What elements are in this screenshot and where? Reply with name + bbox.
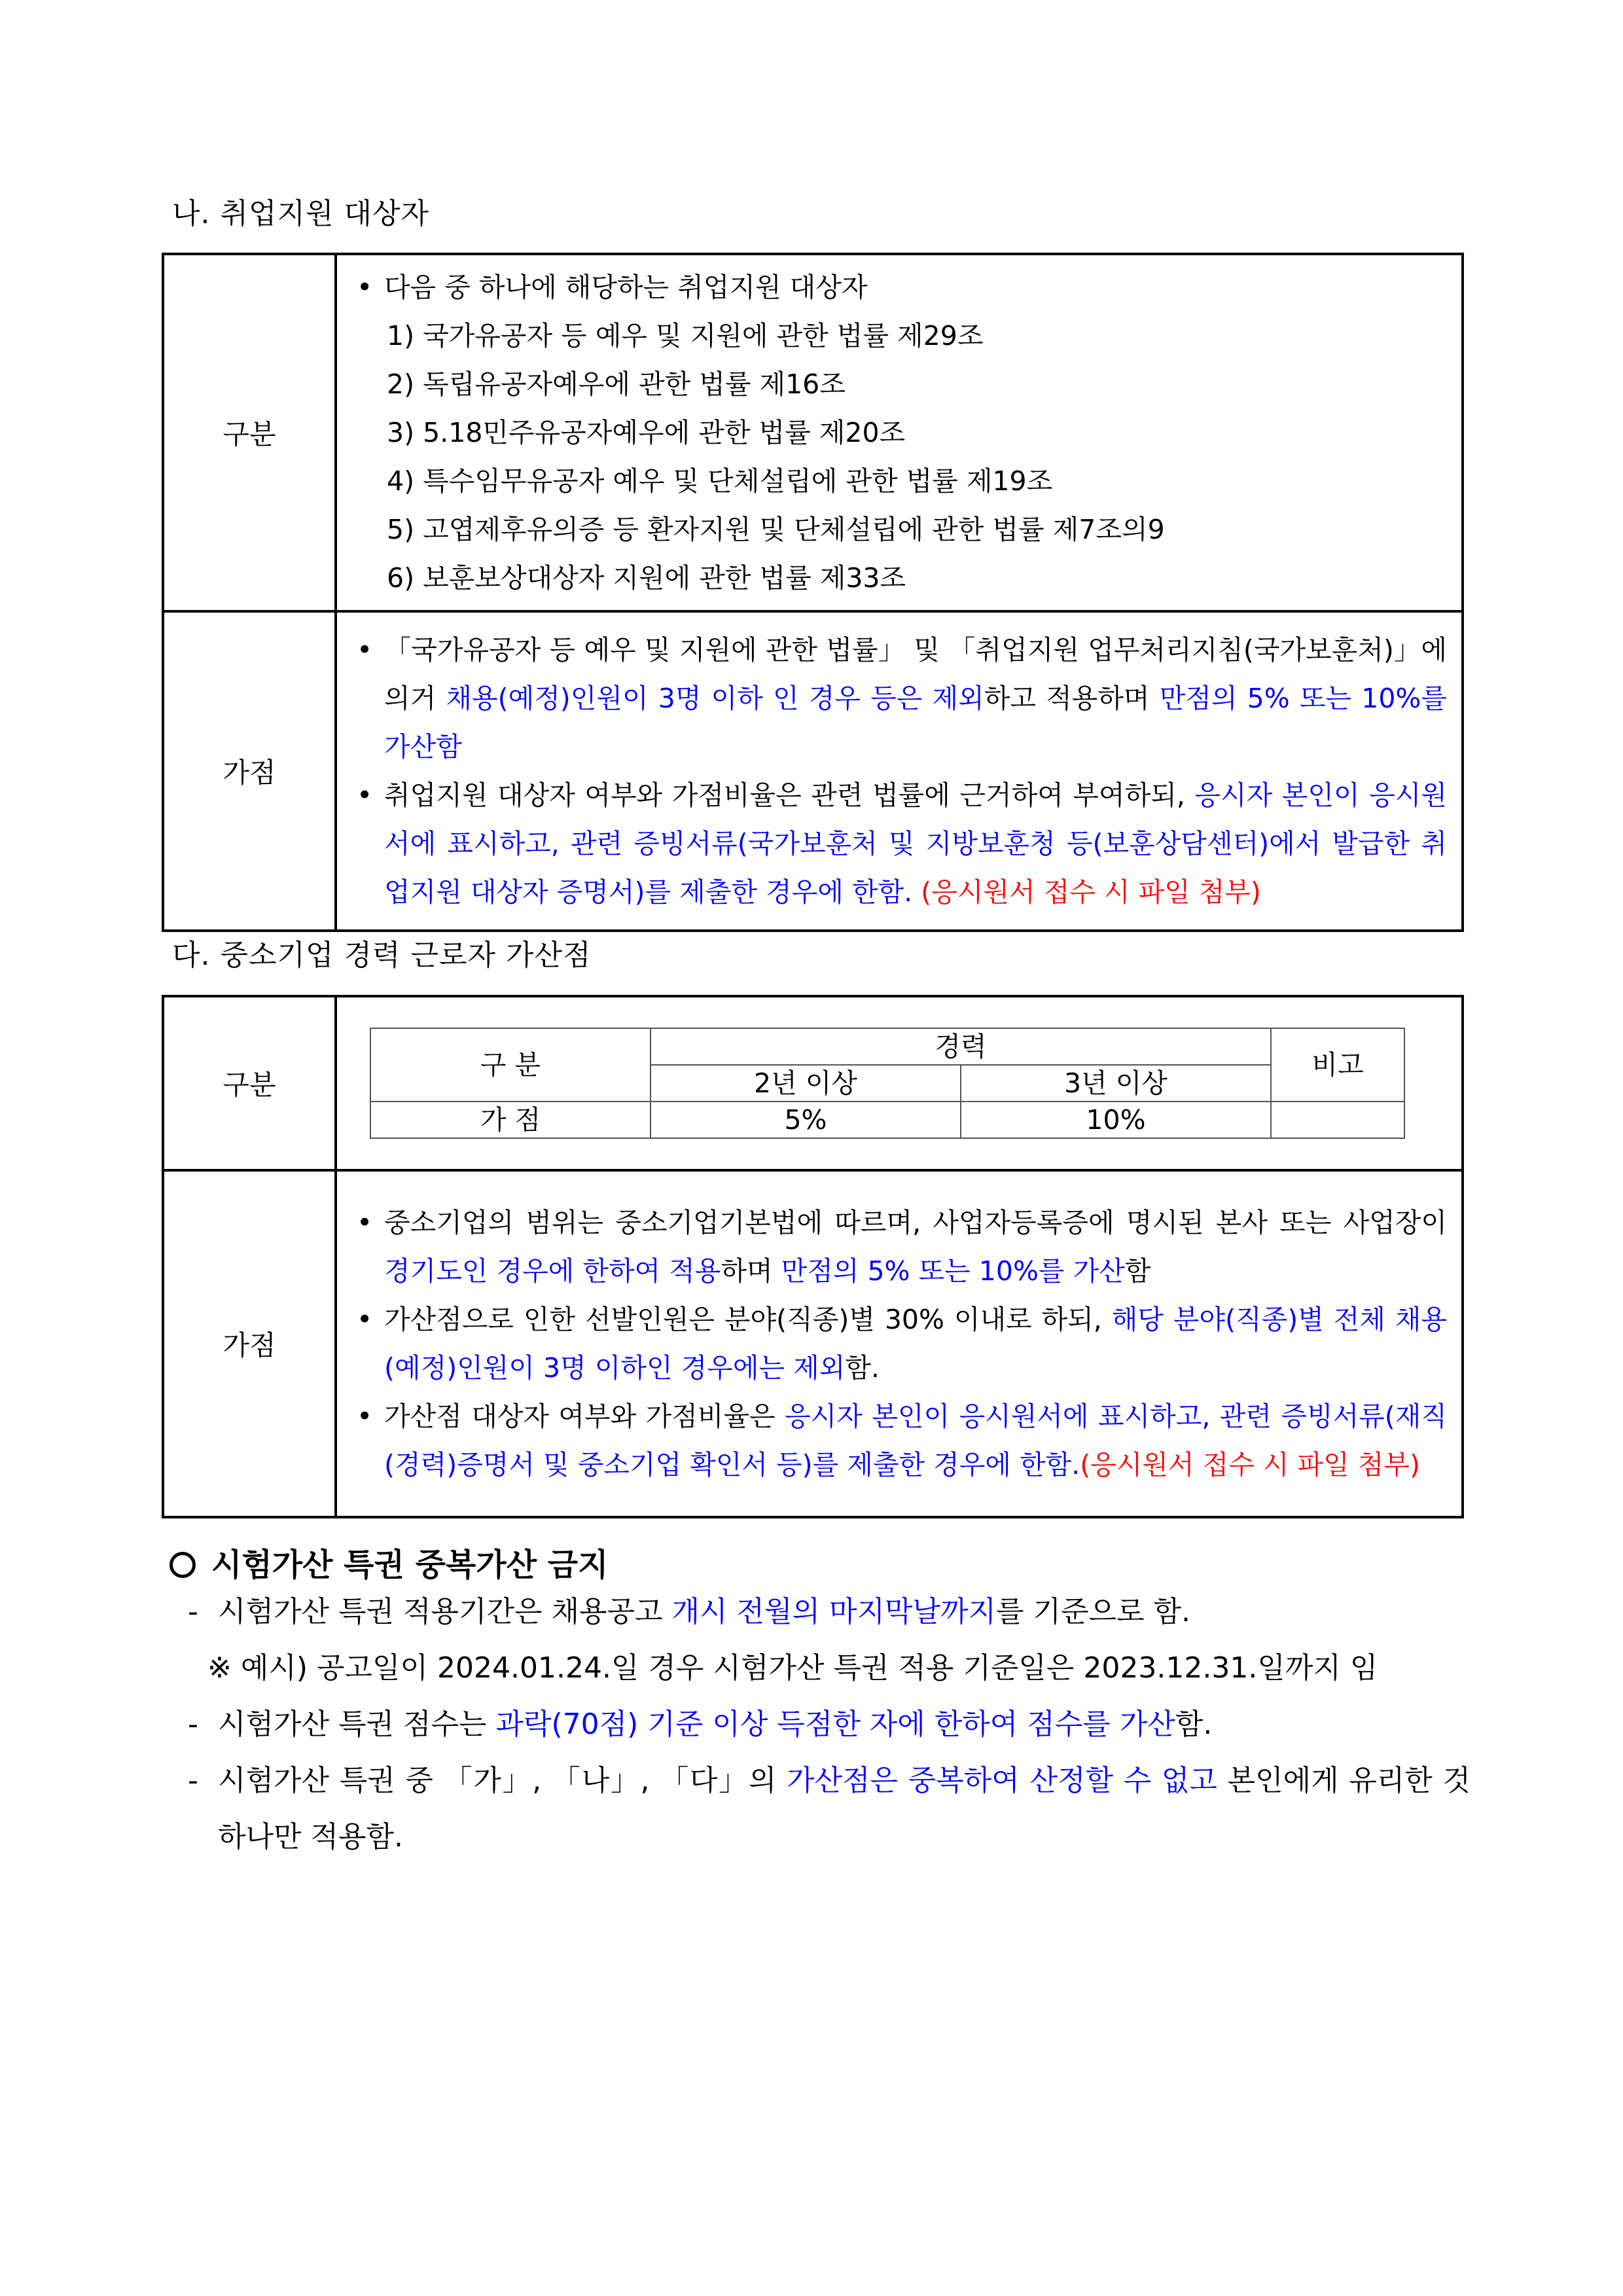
da-b2-highlight: 해당 분야(직종)별 전체 채용(예정)인원이 3명 이하인 경우에는 제외 <box>384 1304 1447 1384</box>
na-b2-highlight: 응시자 본인이 응시원서에 표시하고, 관련 증빙서류(국가보훈처 및 지방보훈청 등(보훈상담센터)에서 발급한 취업지원 대상자 증명서)를 제출한 경우에 한함. <box>384 780 1447 908</box>
bullet-icon: • <box>357 1304 373 1335</box>
career-table-cell-3y: 10% <box>961 1102 1271 1138</box>
career-bonus-table <box>370 1028 1405 1139</box>
bullet-icon: • <box>357 272 373 303</box>
da-row1-content <box>336 996 1463 1170</box>
na-bonus-bullet-2 <box>350 771 1447 916</box>
da-b1-text-c: 함 <box>1124 1255 1151 1287</box>
note-example: ※ 예시) 공고일이 2024.01.24.일 경우 시험가산 특권 적용 기준일은 2023.12.31.일까지 임 <box>207 1651 1378 1685</box>
dash-icon: - <box>188 1708 198 1741</box>
section-na-table <box>162 253 1464 932</box>
da-b2-text-b: 함. <box>845 1352 880 1384</box>
note-item-3 <box>188 1753 1471 1865</box>
na-intro-bullet-item <box>350 263 1447 312</box>
note-3-highlight: 가산점은 중복하여 산정할 수 없고 <box>787 1764 1217 1797</box>
note-1-text-b: 를 기준으로 함. <box>996 1595 1191 1628</box>
na-row1-content <box>336 254 1463 611</box>
da-bonus-bullet-2 <box>350 1295 1447 1392</box>
da-b1-highlight-1: 경기도인 경우에 한하여 적용 <box>384 1255 721 1287</box>
note-2-text-a: 시험가산 특권 점수는 <box>218 1708 496 1741</box>
career-table-cell-remark <box>1271 1102 1404 1138</box>
note-1-highlight: 개시 전월의 마지막날까지 <box>671 1595 997 1628</box>
career-table-row-label: 가 점 <box>370 1102 651 1138</box>
note-item-2 <box>188 1696 1471 1753</box>
section-o-title-text: 시험가산 특권 중복가산 금지 <box>211 1547 609 1583</box>
na-law-item: 3) 5.18민주유공자예우에 관한 법률 제20조 <box>387 417 906 448</box>
na-bonus-bullet-1 <box>350 626 1447 771</box>
bullet-icon: • <box>357 634 373 666</box>
na-b1-highlight-1: 채용(예정)인원이 3명 이하 인 경우 등은 제외 <box>446 683 984 714</box>
da-row1-label: 구분 <box>163 996 336 1170</box>
da-bonus-bullet-3 <box>350 1392 1447 1489</box>
na-intro-text: 다음 중 하나에 해당하는 취업지원 대상자 <box>384 272 868 303</box>
da-b2-text-a: 가산점으로 인한 선발인원은 분야(직종)별 30% 이내로 하되, <box>384 1304 1112 1335</box>
na-row2-content <box>336 611 1463 931</box>
dash-icon: - <box>188 1764 198 1797</box>
na-b1-highlight-2: 만점의 5% 또는 10%를 가산함 <box>384 683 1447 762</box>
na-law-item: 5) 고엽제후유의증 등 환자지원 및 단체설립에 관한 법률 제7조의9 <box>387 514 1165 545</box>
dash-icon: - <box>188 1595 198 1628</box>
na-law-item: 2) 독립유공자예우에 관한 법률 제16조 <box>387 368 846 400</box>
bullet-icon: • <box>357 1207 373 1238</box>
career-table-header-career: 경력 <box>651 1028 1271 1065</box>
na-b1-text-b: 하고 적용하며 <box>984 683 1160 714</box>
note-item-1 <box>188 1584 1471 1640</box>
na-b2-text-a: 취업지원 대상자 여부와 가점비율은 관련 법률에 근거하여 부여하되, <box>384 780 1195 811</box>
da-b3-text-a: 가산점 대상자 여부와 가점비율은 <box>384 1401 785 1432</box>
da-row2-label: 가점 <box>163 1170 336 1517</box>
career-table-header-remark: 비고 <box>1271 1028 1404 1102</box>
section-da-title: 다. 중소기업 경력 근로자 가산점 <box>172 939 592 972</box>
career-table-header-3y: 3년 이상 <box>961 1065 1271 1102</box>
note-2-text-b: 함. <box>1175 1708 1213 1741</box>
da-bonus-bullet-1 <box>350 1198 1447 1295</box>
da-b3-highlight: 응시자 본인이 응시원서에 표시하고, 관련 증빙서류(재직(경력)증명서 및 중소기업 확인서 등)를 제출한 경우에 한함. <box>384 1401 1447 1480</box>
section-da-table <box>162 995 1464 1518</box>
da-row2-content <box>336 1170 1463 1517</box>
na-law-item: 1) 국가유공자 등 예우 및 지원에 관한 법률 제29조 <box>387 320 984 351</box>
da-b1-text-b: 하며 <box>721 1255 781 1287</box>
section-o-notes <box>188 1584 1471 1865</box>
bullet-icon: • <box>357 780 373 811</box>
section-o-title <box>162 1539 609 1585</box>
na-law-list <box>350 312 1447 602</box>
career-table-header-gubun: 구 분 <box>370 1028 651 1102</box>
note-3-text-b: 본인에게 유리한 것 하나만 적용함. <box>218 1764 1471 1854</box>
na-b1-text-a: 「국가유공자 등 예우 및 지원에 관한 법률」 및 「취업지원 업무처리지침(국가보훈처)」에 의거 <box>384 634 1447 714</box>
bullet-icon: • <box>357 1401 373 1432</box>
circle-bullet-icon <box>169 1552 196 1578</box>
na-law-item: 4) 특수임무유공자 예우 및 단체설립에 관한 법률 제19조 <box>387 465 1053 497</box>
da-b1-text-a: 중소기업의 범위는 중소기업기본법에 따르며, 사업자등록증에 명시된 본사 또는 사업장이 <box>384 1207 1447 1238</box>
note-3-text-a: 시험가산 특권 중 「가」, 「나」, 「다」의 <box>218 1764 787 1797</box>
na-row1-label: 구분 <box>163 254 336 611</box>
da-b3-attachment-note: (응시원서 접수 시 파일 첨부) <box>1080 1449 1420 1480</box>
section-na-title: 나. 취업지원 대상자 <box>172 197 429 230</box>
na-law-item: 6) 보훈보상대상자 지원에 관한 법률 제33조 <box>387 562 906 594</box>
career-table-header-2y: 2년 이상 <box>651 1065 961 1102</box>
note-2-highlight: 과락(70점) 기준 이상 득점한 자에 한하여 점수를 가산 <box>495 1708 1175 1741</box>
note-1-text-a: 시험가산 특권 적용기간은 채용공고 <box>218 1595 672 1628</box>
na-b2-attachment-note: (응시원서 접수 시 파일 첨부) <box>912 876 1261 908</box>
career-table-cell-2y: 5% <box>651 1102 961 1138</box>
da-b1-highlight-2: 만점의 5% 또는 10%를 가산 <box>781 1255 1125 1287</box>
na-row2-label: 가점 <box>163 611 336 931</box>
